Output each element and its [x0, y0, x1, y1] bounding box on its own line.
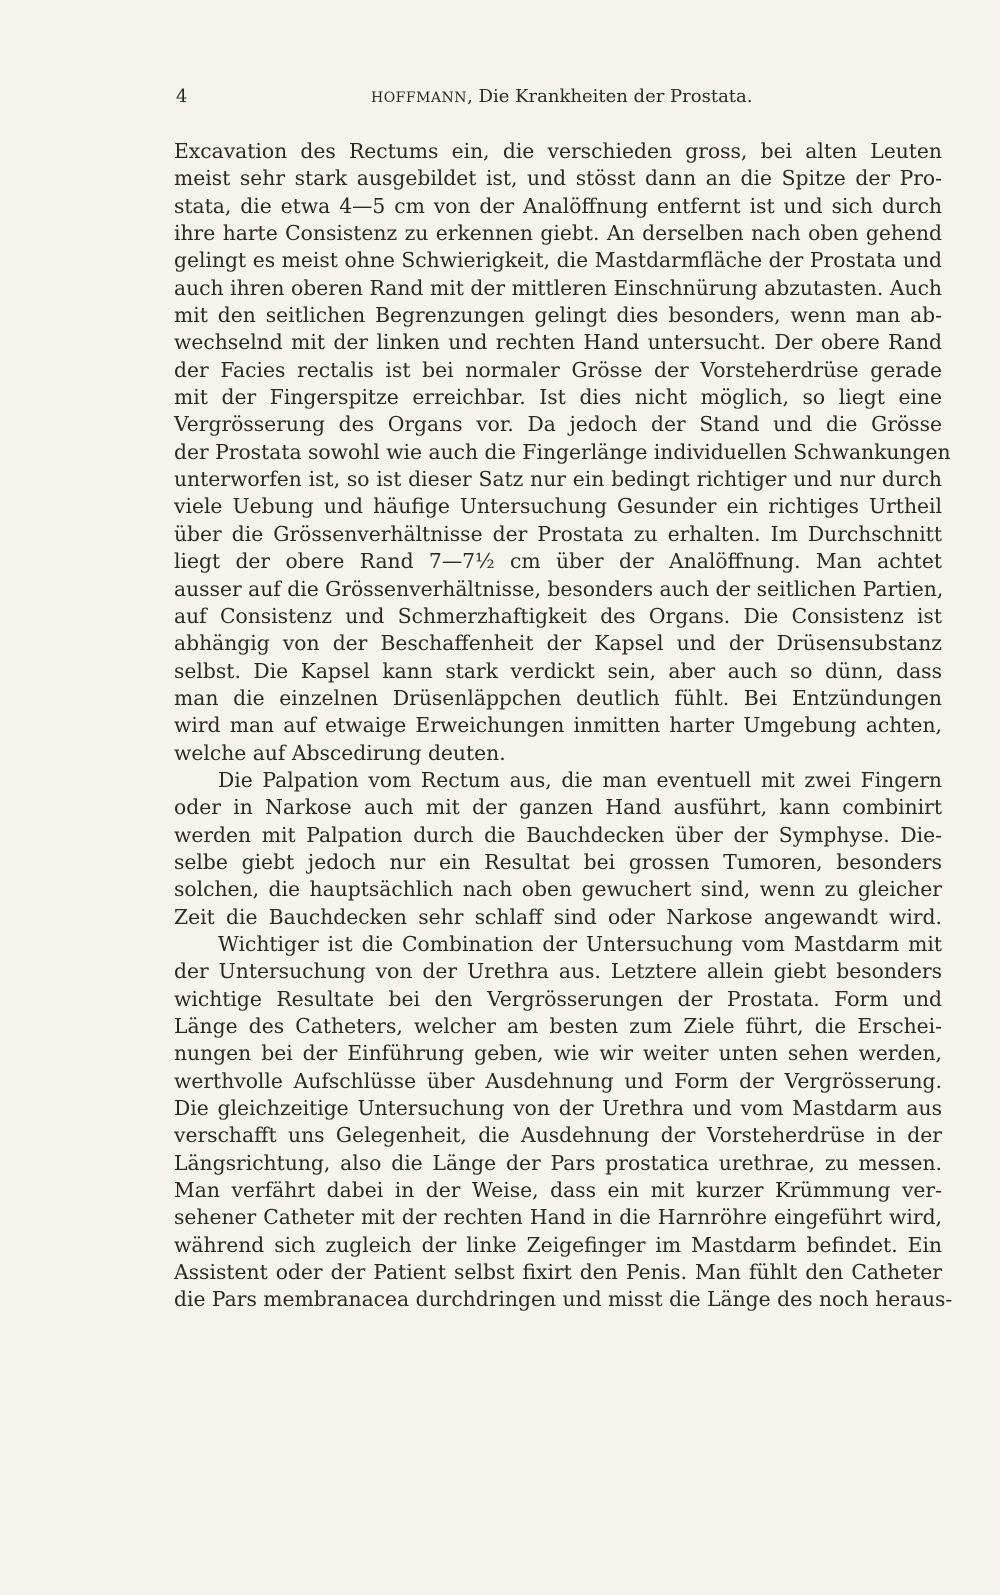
text-line: Vergrösserung des Organs vor. Da jedoch der Stand und die Grösse: [174, 412, 942, 437]
text-line: selbst. Die Kapsel kann stark verdickt sein, aber auch so dünn, dass: [174, 658, 942, 683]
text-line: abhängig von der Beschaffenheit der Kapsel und der Drüsensubstanz: [174, 631, 942, 656]
running-head: [371, 86, 753, 107]
text-line: Die gleichzeitige Untersuchung von der Urethra und vom Mastdarm aus: [174, 1096, 942, 1121]
text-line: der Untersuchung von der Urethra aus. Letztere allein giebt besonders: [174, 959, 942, 984]
text-line: Länge des Catheters, welcher am besten zum Ziele führt, die Erschei-: [174, 1014, 942, 1038]
text-line: mit der Fingerspitze erreichbar. Ist dies nicht möglich, so liegt eine: [174, 385, 942, 410]
text-line: viele Uebung und häufige Untersuchung Gesunder ein richtiges Urtheil: [174, 494, 942, 519]
text-line: Zeit die Bauchdecken sehr schlaff sind oder Narkose angewandt wird.: [174, 904, 942, 929]
text-line: gelingt es meist ohne Schwierigkeit, die Mastdarmfläche der Prostata und: [174, 248, 942, 273]
text-line: mit den seitlichen Begrenzungen gelingt dies besonders, wenn man ab-: [174, 303, 942, 328]
body-text: [174, 138, 953, 1314]
text-line: verschafft uns Gelegenheit, die Ausdehnung der Vorsteherdrüse in der: [174, 1123, 942, 1148]
text-line: werthvolle Aufschlüsse über Ausdehnung und Form der Vergrösserung.: [174, 1068, 942, 1093]
text-line: wechselnd mit der linken und rechten Hand untersucht. Der obere Rand: [174, 330, 942, 355]
text-line: selbe giebt jedoch nur ein Resultat bei grossen Tumoren, besonders: [174, 849, 942, 874]
text-line: solchen, die hauptsächlich nach oben gewuchert sind, wenn zu gleicher: [174, 877, 942, 902]
text-line: werden mit Palpation durch die Bauchdecken über der Symphyse. Die-: [174, 822, 942, 847]
text-line: stata, die etwa 4—5 cm von der Analöffnung entfernt ist und sich durch: [174, 193, 942, 218]
text-line: Längsrichtung, also die Länge der Pars prostatica urethrae, zu messen.: [174, 1150, 942, 1175]
text-line: auch ihren oberen Rand mit der mittleren Einschnürung abzutasten. Auch: [174, 275, 942, 300]
text-line: während sich zugleich der linke Zeigefinger im Mastdarm befindet. Ein: [174, 1232, 942, 1257]
text-line: Die Palpation vom Rectum aus, die man eventuell mit zwei Fingern: [218, 767, 942, 792]
text-line: nungen bei der Einführung geben, wie wir weiter unten sehen werden,: [174, 1041, 942, 1066]
text-line: über die Grössenverhältnisse der Prostata zu erhalten. Im Durchschnitt: [174, 521, 942, 546]
text-line: welche auf Abscedirung deuten.: [174, 740, 506, 765]
text-line: ausser auf die Grössenverhältnisse, besonders auch der seitlichen Partien,: [174, 576, 944, 601]
text-line: Man verfährt dabei in der Weise, dass ein mit kurzer Krümmung ver-: [174, 1178, 942, 1203]
text-line: liegt der obere Rand 7—7½ cm über der Analöffnung. Man achtet: [174, 549, 942, 574]
text-line: Wichtiger ist die Combination der Untersuchung vom Mastdarm mit: [218, 931, 942, 956]
text-line: der Facies rectalis ist bei normaler Grösse der Vorsteherdrüse gerade: [174, 357, 942, 382]
text-line: die Pars membranacea durchdringen und misst die Länge des noch heraus-: [174, 1287, 953, 1312]
running-head-title: , Die Krankheiten der Prostata.: [467, 86, 753, 107]
text-line: ihre harte Consistenz zu erkennen giebt. An derselben nach oben gehend: [174, 221, 942, 246]
text-line: man die einzelnen Drüsenläppchen deutlich fühlt. Bei Entzündungen: [174, 685, 942, 710]
page-number: 4: [176, 86, 188, 107]
text-line: wichtige Resultate bei den Vergrösserungen der Prostata. Form und: [174, 986, 942, 1011]
running-head-author: HOFFMANN: [371, 90, 468, 106]
text-line: sehener Catheter mit der rechten Hand in die Harnröhre eingeführt wird,: [174, 1205, 942, 1230]
text-line: der Prostata sowohl wie auch die Fingerlänge individuellen Schwankungen: [174, 439, 951, 464]
text-line: Excavation des Rectums ein, die verschieden gross, bei alten Leuten: [174, 139, 942, 163]
text-line: auf Consistenz und Schmerzhaftigkeit des Organs. Die Consistenz ist: [174, 603, 942, 628]
text-line: oder in Narkose auch mit der ganzen Hand ausführt, kann combinirt: [174, 795, 942, 820]
text-line: unterworfen ist, so ist dieser Satz nur ein bedingt richtiger und nur durch: [174, 467, 942, 492]
text-line: wird man auf etwaige Erweichungen inmitten harter Umgebung achten,: [174, 713, 942, 738]
text-line: meist sehr stark ausgebildet ist, und stösst dann an die Spitze der Pro-: [174, 166, 942, 191]
text-line: Assistent oder der Patient selbst fixirt den Penis. Man fühlt den Catheter: [174, 1260, 942, 1285]
